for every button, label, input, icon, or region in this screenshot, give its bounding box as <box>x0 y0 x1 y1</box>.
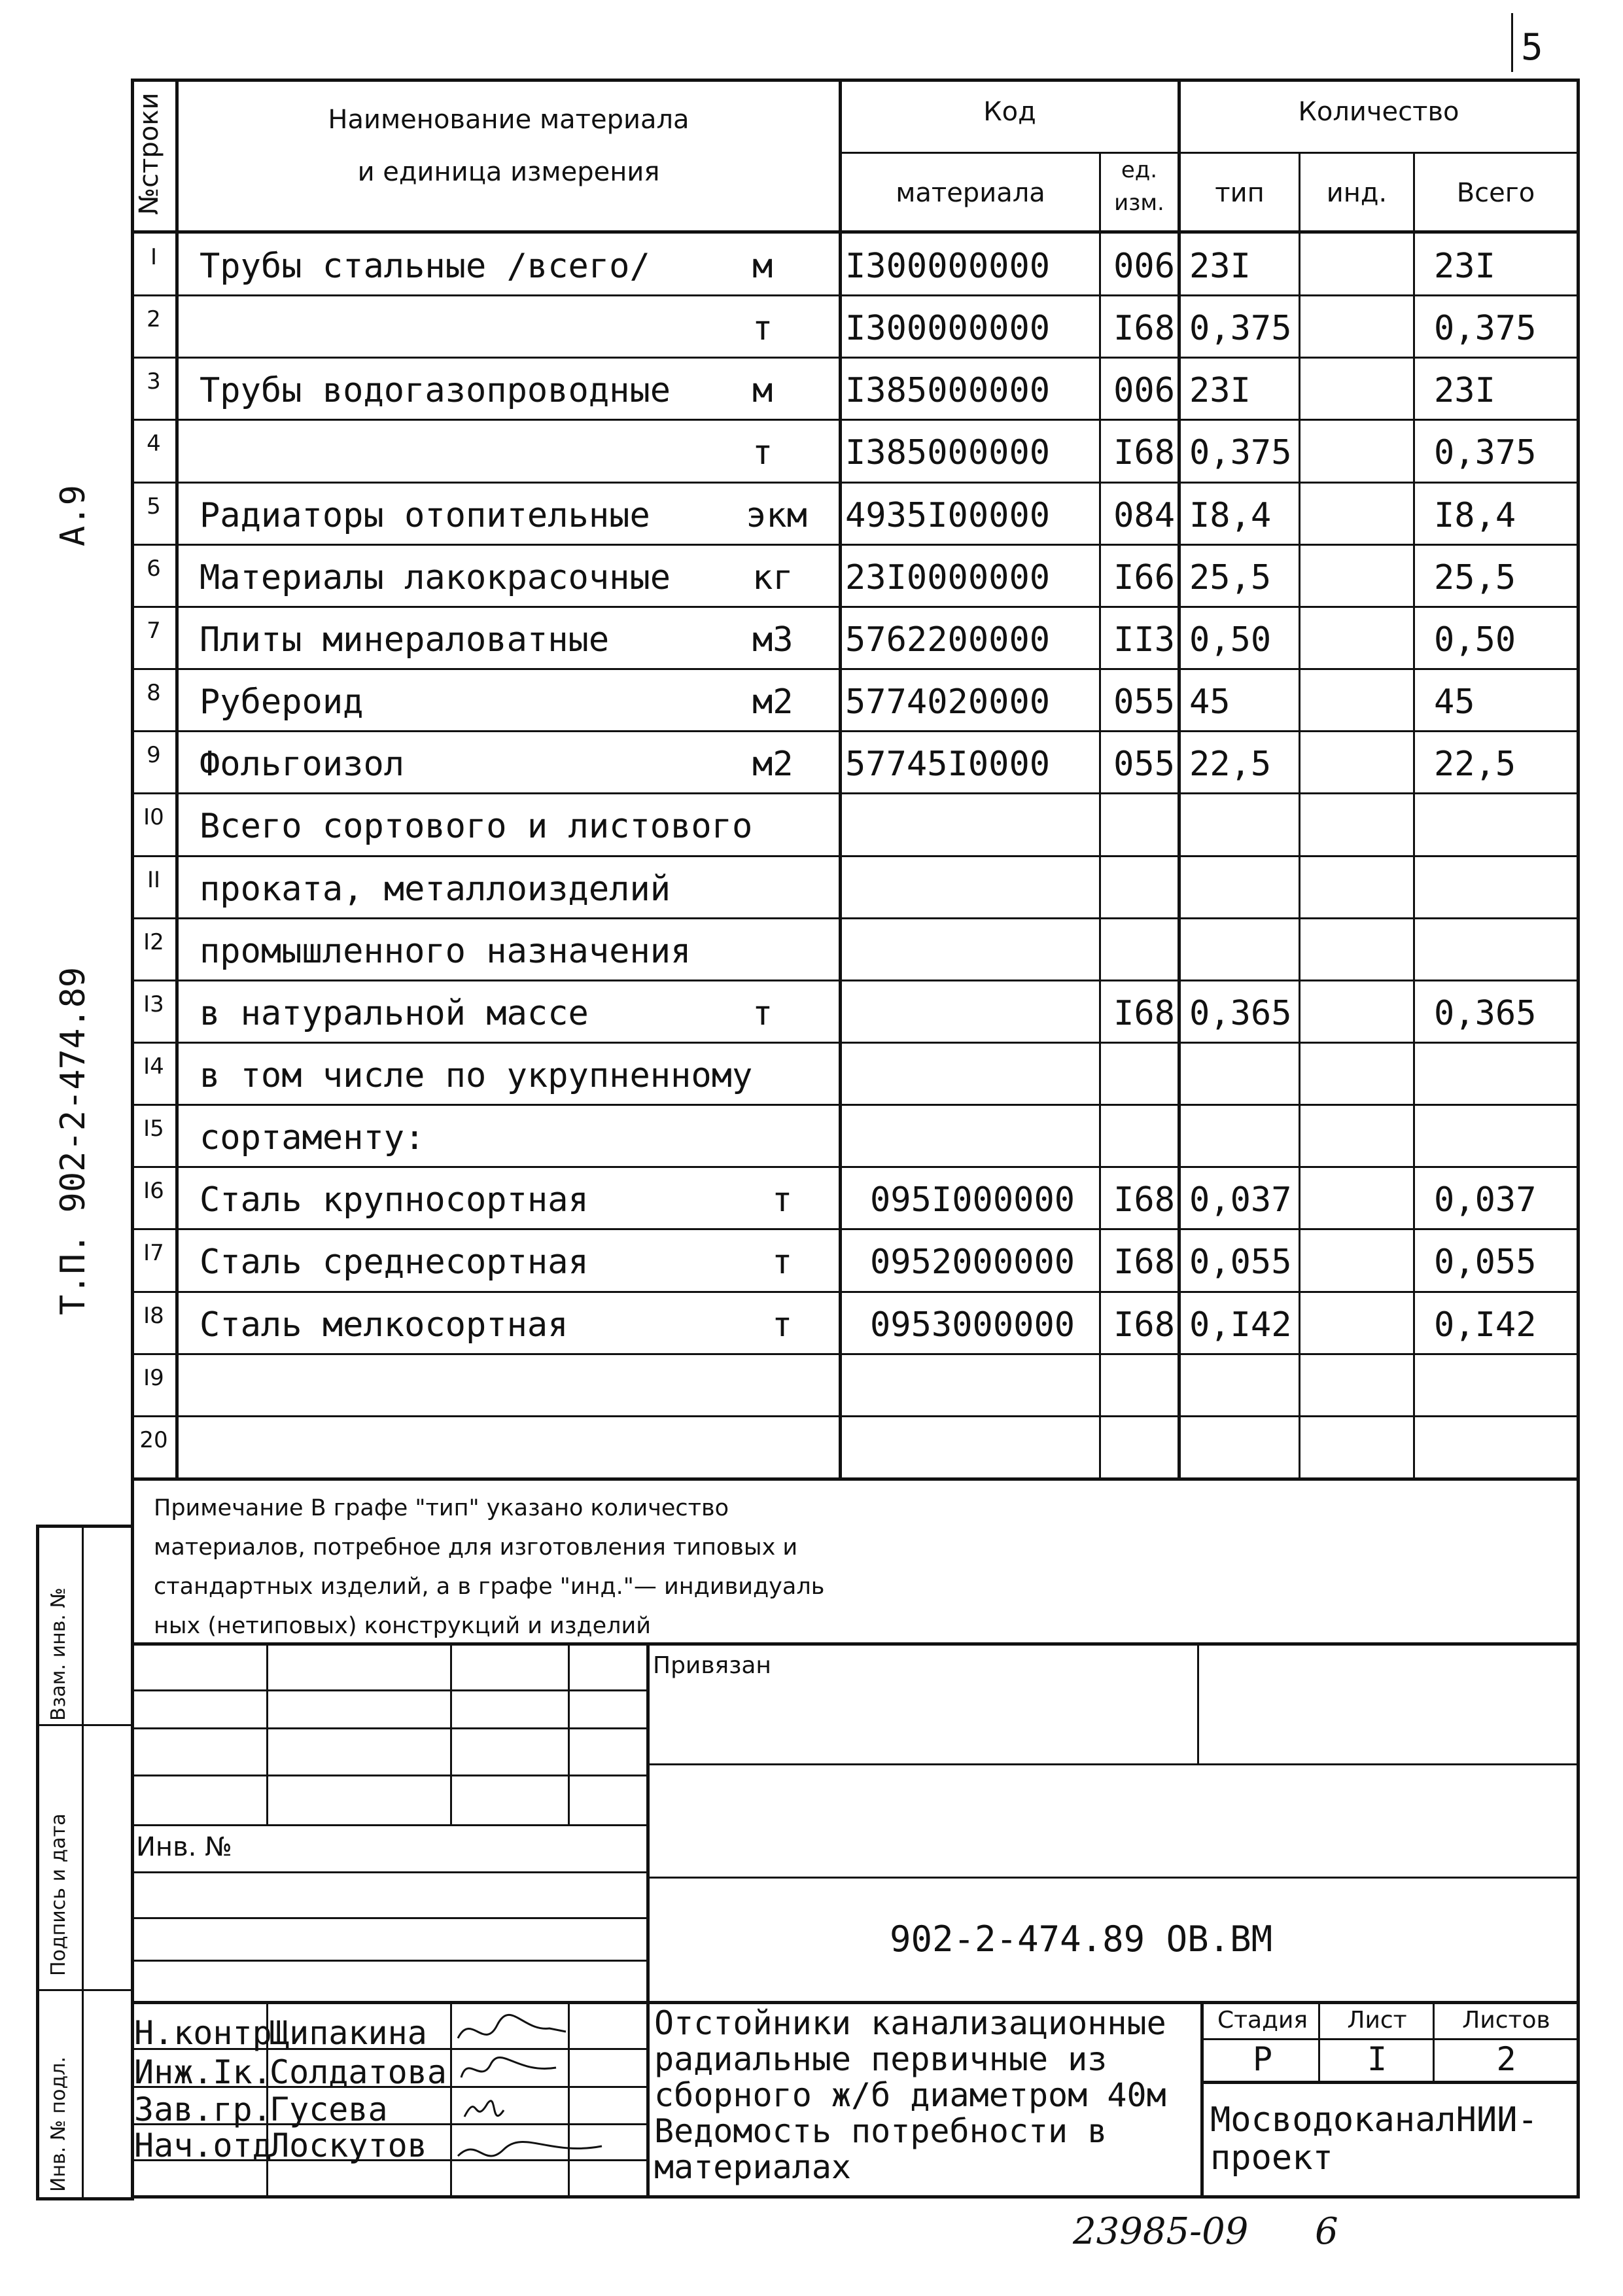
row-line <box>131 482 1580 484</box>
project-label: Т.П. 902-2-474.89 <box>54 966 93 1315</box>
row-ed-izm: 055 <box>1113 745 1175 785</box>
note-line-4: ных (нетиповых) конструкций и изделий <box>154 1613 652 1639</box>
row-number: 2 <box>147 306 161 333</box>
organization-line-2: проект <box>1210 2138 1333 2178</box>
signer-role-4: Нач.отд <box>134 2127 272 2164</box>
title-v-1 <box>1200 2001 1204 2195</box>
col-line-nstroki <box>175 79 179 1479</box>
grid-h-7 <box>131 1960 646 1962</box>
row-unit: т <box>772 1180 793 1220</box>
title-line-2: радиальные первичные из <box>654 2040 1108 2078</box>
signature-2 <box>461 2058 556 2077</box>
header-ed-izm-1: ед. <box>1121 157 1158 183</box>
header-name-line2: и единица измерения <box>357 157 660 187</box>
row-number: I2 <box>143 928 164 955</box>
title-line-3: сборного ж/б диаметром 40м <box>654 2076 1166 2114</box>
row-ed-izm: I68 <box>1113 433 1175 473</box>
row-code: I385000000 <box>845 371 1051 411</box>
row-ed-izm: II3 <box>1113 620 1175 660</box>
podpis-data-label: Подпись и дата <box>47 1813 70 1976</box>
row-line <box>131 1415 1580 1417</box>
col-line-vsego <box>1413 152 1415 1479</box>
privyazan-bottom <box>646 1763 1580 1765</box>
row-name: Материалы лакокрасочные <box>200 557 671 597</box>
row-tip: 0,055 <box>1189 1243 1292 1282</box>
listov-value: 2 <box>1496 2040 1516 2078</box>
row-name: Плиты минераловатные <box>200 620 610 660</box>
designation-top <box>646 1877 1580 1879</box>
stadiya-label: Стадия <box>1217 2007 1308 2034</box>
designation: 902-2-474.89 ОВ.ВМ <box>890 1918 1273 1960</box>
row-vsego: 0,375 <box>1434 309 1537 349</box>
row-line <box>131 917 1580 919</box>
row-vsego: 0,365 <box>1434 993 1537 1033</box>
row-number: 9 <box>147 742 161 769</box>
grid-h-2 <box>131 1727 646 1729</box>
grid-h-4 <box>131 1824 646 1826</box>
strip-top <box>36 1525 134 1528</box>
grid-h-3 <box>131 1775 646 1776</box>
row-name: промышленного назначения <box>200 931 691 971</box>
row-tip: 0,375 <box>1189 309 1292 349</box>
subheader-line <box>841 152 1577 154</box>
row-number: I <box>150 244 158 270</box>
row-line <box>131 544 1580 546</box>
row-line <box>131 294 1580 296</box>
header-bottom-line <box>131 230 1580 234</box>
row-vsego: 0,055 <box>1434 1243 1537 1282</box>
page-number: 5 <box>1521 26 1543 69</box>
row-name: Сталь крупносортная <box>200 1180 589 1220</box>
note-line-2: материалов, потребное для изготовления типовых и <box>154 1534 798 1561</box>
row-unit: экм <box>746 495 807 535</box>
row-unit: м <box>752 247 773 286</box>
row-unit: т <box>772 1243 793 1282</box>
row-unit: м2 <box>752 682 794 722</box>
row-code: 5774020000 <box>845 682 1051 722</box>
row-tip: 25,5 <box>1189 557 1272 597</box>
row-line <box>131 419 1580 421</box>
row-unit: м3 <box>752 620 794 660</box>
row-ed-izm: I68 <box>1113 309 1175 349</box>
row-vsego: 0,037 <box>1434 1180 1537 1220</box>
row-line <box>131 1353 1580 1355</box>
row-ed-izm: 084 <box>1113 495 1175 535</box>
row-vsego: 0,I42 <box>1434 1305 1537 1345</box>
row-line <box>131 1042 1580 1044</box>
row-unit: т <box>752 309 773 349</box>
row-ed-izm: I68 <box>1113 1243 1175 1282</box>
row-code: 4935I00000 <box>845 495 1051 535</box>
row-number: 6 <box>147 555 161 582</box>
footer-handwritten-number: 23985-09 <box>1073 2210 1249 2253</box>
row-ed-izm: 006 <box>1113 247 1175 286</box>
col-line-code <box>839 79 842 1479</box>
organization-line-1: МосводоканалНИИ- <box>1210 2100 1538 2140</box>
row-line <box>131 357 1580 359</box>
page-number-divider <box>1511 13 1513 72</box>
stamp-top-line <box>131 1642 1580 1646</box>
row-vsego: I8,4 <box>1434 495 1516 535</box>
note-line-3: стандартных изделий, а в графе "инд."— индивидуаль <box>154 1574 825 1600</box>
row-number: I3 <box>143 991 164 1017</box>
row-line <box>131 1228 1580 1230</box>
row-ed-izm: 055 <box>1113 682 1175 722</box>
title-h-2 <box>1200 2081 1580 2084</box>
album-label: А.9 <box>54 485 93 546</box>
frame-top <box>131 79 1580 82</box>
inv-no-label: Инв. № <box>136 1832 232 1862</box>
listov-label: Листов <box>1462 2007 1550 2034</box>
col-line-ind <box>1299 152 1300 1479</box>
row-tip: I8,4 <box>1189 495 1272 535</box>
row-name: Сталь мелкосортная <box>200 1305 568 1345</box>
row-number: I6 <box>143 1178 164 1205</box>
row-name: Сталь среднесортная <box>200 1243 589 1282</box>
grid-h-6 <box>131 1917 646 1919</box>
header-vsego: Всего <box>1456 178 1535 208</box>
row-vsego: 23I <box>1434 247 1495 286</box>
row-name: Фольгоизол <box>200 745 405 785</box>
row-number: 20 <box>139 1426 168 1453</box>
signer-role-1: Н.контр <box>134 2014 272 2052</box>
row-line <box>131 1166 1580 1168</box>
table-bottom-line <box>131 1477 1580 1481</box>
stadiya-value: Р <box>1252 2040 1273 2078</box>
signature-1 <box>458 2015 566 2038</box>
col-line-ed <box>1099 152 1101 1479</box>
signature-4 <box>458 2142 602 2156</box>
title-v-3 <box>1433 2001 1435 2083</box>
row-vsego: 25,5 <box>1434 557 1516 597</box>
row-tip: 0,365 <box>1189 993 1292 1033</box>
row-name: сортаменту: <box>200 1118 425 1158</box>
strip-bottom <box>36 2197 134 2200</box>
list-value: I <box>1367 2040 1387 2078</box>
header-tip: тип <box>1215 178 1265 208</box>
title-line-1: Отстойники канализационные <box>654 2004 1166 2042</box>
row-line <box>131 1104 1580 1106</box>
row-line <box>131 606 1580 608</box>
row-unit: т <box>752 993 773 1033</box>
row-unit: м2 <box>752 745 794 785</box>
row-name: Радиаторы отопительные <box>200 495 650 535</box>
row-ed-izm: I66 <box>1113 557 1175 597</box>
row-number: I5 <box>143 1116 164 1142</box>
row-number: I0 <box>143 804 164 831</box>
row-ed-izm: I68 <box>1113 1180 1175 1220</box>
row-tip: 0,I42 <box>1189 1305 1292 1345</box>
list-label: Лист <box>1347 2007 1407 2034</box>
row-ed-izm: 006 <box>1113 371 1175 411</box>
row-code: 0953000000 <box>870 1305 1075 1345</box>
frame-right <box>1577 79 1580 2199</box>
header-kod: Код <box>983 97 1036 127</box>
row-number: II <box>147 866 161 893</box>
signer-role-2: Инж.Iк. <box>134 2053 272 2091</box>
header-kod-materiala: материала <box>896 178 1045 208</box>
row-name: Рубероид <box>200 682 364 722</box>
row-line <box>131 730 1580 732</box>
grid-h-1 <box>131 1689 646 1691</box>
grid-v-2a <box>450 1642 452 1826</box>
strip-div-1 <box>36 1724 134 1726</box>
header-ed-izm-2: изм. <box>1114 190 1164 216</box>
row-line <box>131 980 1580 981</box>
row-vsego: 45 <box>1434 682 1475 722</box>
row-number: 5 <box>147 493 161 520</box>
grid-h-5 <box>131 1871 646 1873</box>
row-tip: 0,037 <box>1189 1180 1292 1220</box>
row-ed-izm: I68 <box>1113 993 1175 1033</box>
row-line <box>131 792 1580 794</box>
row-unit: т <box>772 1305 793 1345</box>
signer-role-3: Зав.гр. <box>134 2091 272 2128</box>
row-number: 7 <box>147 617 161 644</box>
row-number: 3 <box>147 368 161 395</box>
row-code: I385000000 <box>845 433 1051 473</box>
row-vsego: 22,5 <box>1434 745 1516 785</box>
row-code: 0952000000 <box>870 1243 1075 1282</box>
row-line <box>131 1291 1580 1293</box>
row-number: I8 <box>143 1302 164 1329</box>
row-name: Трубы водогазопроводные <box>200 371 671 411</box>
row-code: I300000000 <box>845 309 1051 349</box>
row-unit: т <box>752 433 773 473</box>
row-tip: 23I <box>1189 371 1251 411</box>
row-number: 8 <box>147 680 161 707</box>
grid-v-1a <box>266 1642 268 1826</box>
title-v-2 <box>1318 2001 1320 2083</box>
row-code: I300000000 <box>845 247 1051 286</box>
signatures <box>451 2005 648 2195</box>
row-vsego: 0,375 <box>1434 433 1537 473</box>
row-name: Всего сортового и листового <box>200 807 753 847</box>
row-ed-izm: I68 <box>1113 1305 1175 1345</box>
footer-handwritten-sheet: 6 <box>1315 2210 1338 2253</box>
strip-inner <box>82 1525 84 2199</box>
row-code: 57745I0000 <box>845 745 1051 785</box>
row-vsego: 23I <box>1434 371 1495 411</box>
row-line <box>131 855 1580 857</box>
row-name: проката, металлоизделий <box>200 869 671 909</box>
row-number: I7 <box>143 1240 164 1267</box>
row-line <box>131 668 1580 670</box>
row-tip: 0,50 <box>1189 620 1272 660</box>
header-kolichestvo: Количество <box>1298 97 1459 127</box>
header-nstroki: №строки <box>134 92 164 215</box>
signer-name-2: Солдатова <box>270 2053 447 2091</box>
header-ind: инд. <box>1326 178 1387 208</box>
row-name: в натуральной массе <box>200 993 589 1033</box>
row-number: I9 <box>143 1364 164 1391</box>
strip-div-2 <box>36 1989 134 1991</box>
stamp-bottom-line <box>131 2195 1580 2199</box>
title-line-5: материалах <box>654 2148 852 2186</box>
privyazan-div <box>1197 1642 1199 1763</box>
signature-3 <box>464 2101 504 2117</box>
title-line-4: Ведомость потребности в <box>654 2112 1108 2150</box>
row-tip: 45 <box>1189 682 1230 722</box>
row-unit: кг <box>752 557 794 597</box>
row-vsego: 0,50 <box>1434 620 1516 660</box>
row-tip: 22,5 <box>1189 745 1272 785</box>
row-tip: 23I <box>1189 247 1251 286</box>
row-code: 5762200000 <box>845 620 1051 660</box>
header-name-line1: Наименование материала <box>328 105 689 135</box>
col-line-tip <box>1178 79 1181 1479</box>
strip-left <box>36 1525 39 2199</box>
row-number: I4 <box>143 1053 164 1080</box>
signer-name-3: Гусева <box>270 2091 388 2128</box>
row-name: в том числе по укрупненному <box>200 1055 753 1095</box>
note-line-1: Примечание В графе "тип" указано количество <box>154 1495 729 1521</box>
row-name: Трубы стальные /всего/ <box>200 247 650 286</box>
grid-v-3a <box>568 1642 570 1826</box>
row-unit: м <box>752 371 773 411</box>
row-number: 4 <box>147 431 161 457</box>
row-code: 23I0000000 <box>845 557 1051 597</box>
privyazan-label: Привязан <box>653 1652 771 1679</box>
vzam-inv-label: Взам. инв. № <box>47 1587 70 1721</box>
signer-name-1: Щипакина <box>270 2014 427 2052</box>
signer-name-4: Лоскутов <box>270 2127 427 2164</box>
row-tip: 0,375 <box>1189 433 1292 473</box>
inv-podl-label: Инв. № подл. <box>47 2057 70 2192</box>
row-code: 095I000000 <box>870 1180 1075 1220</box>
